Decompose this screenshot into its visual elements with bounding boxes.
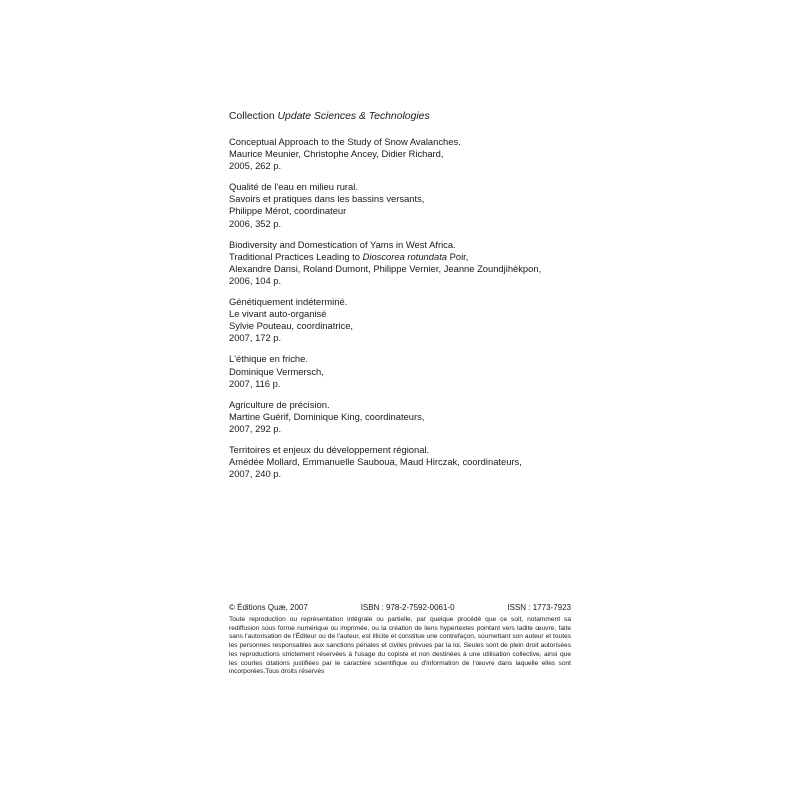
book-year-pages: 2006, 352 p. — [229, 217, 282, 229]
book-year-pages: 2007, 116 p. — [229, 377, 281, 389]
book-entry — [229, 136, 574, 172]
book-entry — [229, 181, 574, 229]
publication-page — [229, 0, 574, 800]
book-subtitle-species: Dioscorea rotundata — [362, 250, 448, 262]
book-year-pages: 2006, 104 p. — [229, 274, 282, 286]
book-subtitle-start: Traditional Practices Leading to — [229, 250, 363, 262]
book-subtitle: Le vivant auto-organisé — [229, 308, 327, 320]
book-authors: Alexandre Dansi, Roland Dumont, Philippe Vernier, Jeanne Zoundjihèkpon, — [229, 262, 542, 274]
book-subtitle-end: Poir, — [447, 250, 469, 262]
book-entry — [229, 239, 574, 287]
book-subtitle: Savoirs et pratiques dans les bassins versants, — [229, 193, 425, 205]
book-title: Territoires et enjeux du développement régional. — [229, 443, 430, 455]
book-year-pages: 2007, 172 p. — [229, 332, 282, 344]
book-title: Conceptual Approach to the Study of Snow Avalanches. — [229, 136, 461, 147]
copyright-notice: © Éditions Quæ, 2007 — [229, 603, 308, 612]
collection-header — [229, 110, 430, 123]
book-year-pages: 2007, 292 p. — [229, 422, 282, 434]
publication-identifiers — [229, 603, 571, 613]
book-year-pages: 2005, 262 p. — [229, 160, 282, 172]
issn-number: ISSN : 1773-7923 — [507, 603, 571, 612]
book-authors: Dominique Vermersch, — [229, 365, 324, 377]
book-title: Agriculture de précision. — [229, 398, 330, 410]
book-title: Qualité de l'eau en milieu rural. — [229, 181, 358, 193]
book-entry — [229, 353, 574, 389]
book-entry — [229, 444, 574, 480]
collection-prefix: Collection — [229, 111, 275, 122]
isbn-number: ISBN : 978-2-7592-0061-0 — [360, 603, 455, 612]
copyright-footer — [229, 603, 571, 677]
book-entry — [229, 296, 574, 344]
collection-series-name: Update Sciences & Technologies — [277, 111, 430, 122]
book-list — [229, 136, 574, 489]
book-authors: Maurice Meunier, Christophe Ancey, Didier Richard, — [229, 148, 444, 160]
book-title: Génétiquement indéterminé. — [229, 296, 348, 308]
legal-notice: Toute reproduction ou représentation intégrale ou partielle, par quelque procédé que ce soit, notamment sa rediffusion sous forme numérique ou imprimée, ou la création de liens hypertextes pointant vers ladite œuvre, faite sans l'autorisation de l'Éditeur ou de l'auteur, est illicite et constitue une contrefaçon, soumettant son auteur et toutes les personnes responsables aux sanctions pénales et civiles prévues par la loi. Seules sont de plein droit autorisées les reproductions strictement réservées à l'usage du copiste et non destinées à une utilisation collective, ainsi que les courtes citations justifiées par le caractère scientifique ou d'information de l'œuvre dans laquelle elles sont incorporées.Tous droits réservés — [229, 616, 571, 676]
book-title: Biodiversity and Domestication of Yams in West Africa. — [229, 238, 456, 250]
book-authors: Philippe Mérot, coordinateur — [229, 205, 347, 217]
book-authors: Amédée Mollard, Emmanuelle Sauboua, Maud Hirczak, coordinateurs, — [229, 456, 522, 468]
book-entry — [229, 399, 574, 435]
book-subtitle — [229, 251, 574, 263]
book-title: L'éthique en friche. — [229, 353, 308, 365]
book-year-pages: 2007, 240 p. — [229, 468, 282, 480]
book-authors: Martine Guérif, Dominique King, coordinateurs, — [229, 410, 425, 422]
book-authors: Sylvie Pouteau, coordinatrice, — [229, 320, 354, 332]
